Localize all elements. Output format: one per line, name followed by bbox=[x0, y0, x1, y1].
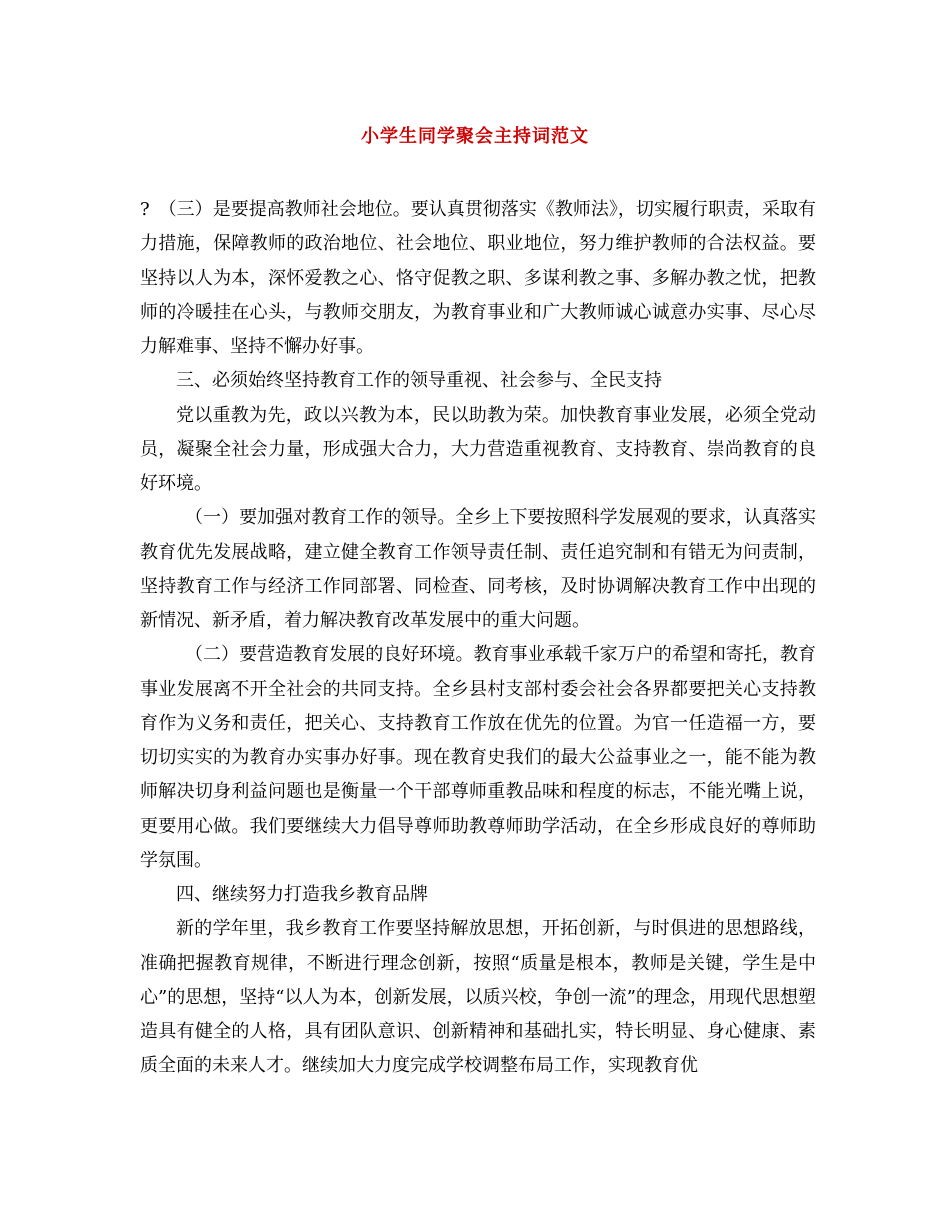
paragraph-2: 党以重教为先，政以兴教为本，民以助教为荣。加快教育事业发展，必须全党动员，凝聚全社会力量，形成强大合力，大力营造重视教育、支持教育、崇尚教育的良好环境。 bbox=[140, 404, 816, 494]
section-heading-4: 四、继续努力打造我乡教育品牌 bbox=[176, 884, 428, 905]
paragraph-1: ? （三）是要提高教师社会地位。要认真贯彻落实《教师法》，切实履行职责，采取有力措施，保障教师的政治地位、社会地位、职业地位，努力维护教师的合法权益。要坚持以人为本，深怀爱教之心、恪守促教之职、多谋利教之事、多解办教之忧，把教师的冷暖挂在心头，与教师交朋友，为教育事业和广大教师诚心诚意办实事、尽心尽力解难事、坚持不懈办好事。 bbox=[140, 199, 816, 357]
section-heading-3: 三、必须始终坚持教育工作的领导重视、社会参与、全民支持 bbox=[176, 370, 662, 392]
paragraph-5: 新的学年里，我乡教育工作要坚持解放思想，开拓创新，与时俱进的思想路线，准确把握教育规律，不断进行理念创新，按照“质量是根本，教师是关键，学生是中心”的思想，坚持“以人为本，创新发展，以质兴校，争创一流”的理念，用现代思想塑造具有健全的人格，具有团队意识、创新精神和基础扎实，特长明显、身心健康、素质全面的未来人才。继续加大力度完成学校调整布局工作，实现教育优 bbox=[140, 918, 816, 1077]
document-title: 小学生同学聚会主持词范文 bbox=[361, 126, 589, 147]
document-body bbox=[140, 193, 816, 1084]
paragraph-4: （二）要营造教育发展的良好环境。教育事业承载千家万户的希望和寄托，教育事业发展离不开全社会的共同支持。全乡县村支部村委会社会各界都要把关心支持教育作为义务和责任，把关心、支持教育工作放在优先的位置。为官一任造福一方，要切切实实的为教育办实事办好事。现在教育史我们的最大公益事业之一，能不能为教师解决切身利益问题也是衡量一个干部尊师重教品味和程度的标志，不能光嘴上说，更要用心做。我们要继续大力倡导尊师助教尊师助学活动，在全乡形成良好的尊师助学氛围。 bbox=[140, 644, 816, 871]
paragraph-3: （一）要加强对教育工作的领导。全乡上下要按照科学发展观的要求，认真落实教育优先发展战略，建立健全教育工作领导责任制、责任追究制和有错无为问责制，坚持教育工作与经济工作同部署、同检查、同考核，及时协调解决教育工作中出现的新情况、新矛盾，着力解决教育改革发展中的重大问题。 bbox=[140, 507, 816, 631]
